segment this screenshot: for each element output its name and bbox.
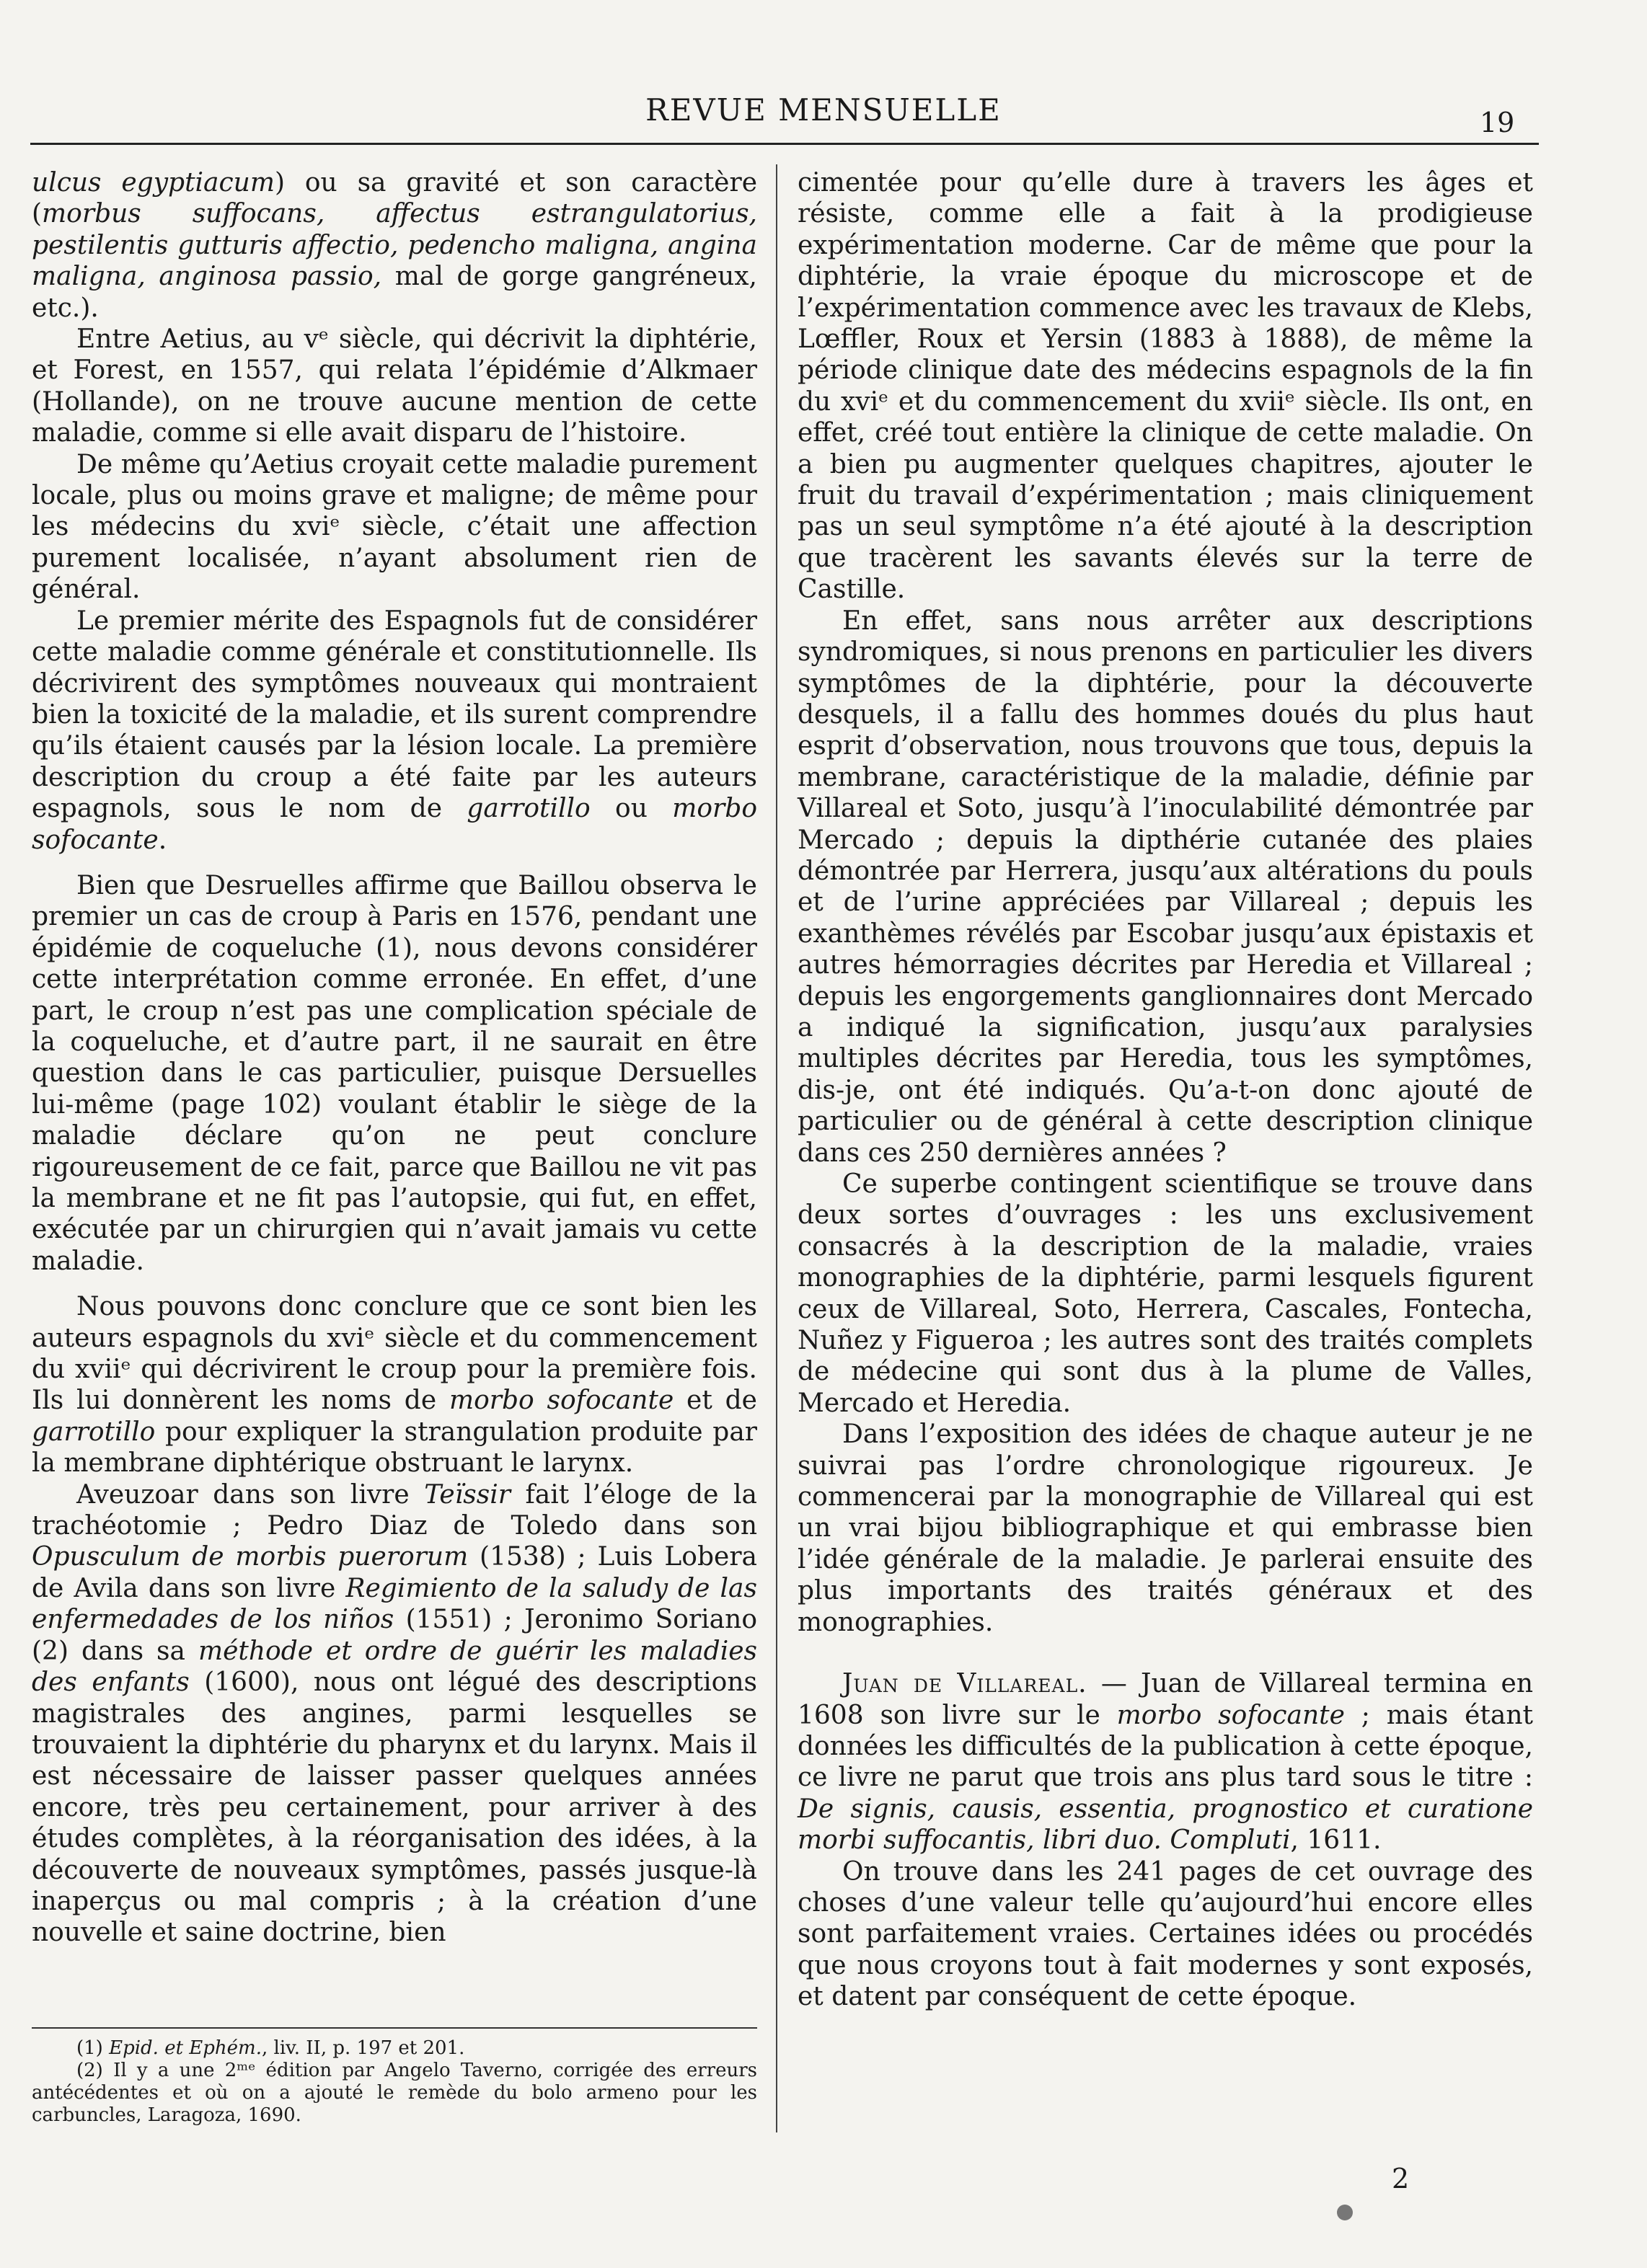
text-run: (1538) ; Luis Lobera de Avila dans son livre (32, 1542, 757, 1603)
footnote-rule (32, 2027, 757, 2029)
footnote-2: (2) Il y a une 2ᵐᵉ édition par Angelo Taverno, corrigée des erreurs antécédentes et où on a ajouté le remède du bolo armeno pour les carbuncles, Laragoza, 1690. (32, 2060, 757, 2126)
book-title: Regimiento de la saludy de las enfermedades de los niños (32, 1573, 757, 1635)
text-run: ou (590, 794, 673, 824)
paragraph: Bien que Desruelles affirme que Baillou observa le premier un cas de croup à Paris en 1576, pendant une épidémie de coqueluche (1), nous devons considérer cette interprétation comme erronée. En effet, d’une part, le croup n’est pas une complication spéciale de la coqueluche, et d’autre part, il ne saurait en être question dans le cas particulier, puisque Dersuelles lui-même (page 102) voulant établir le siège de la maladie déclare qu’on ne peut conclure rigoureusement de ce fait, parce que Baillou ne vit pas la membrane et ne fit pas l’autopsie, qui fut, en effet, exécutée par un chirurgien qui n’avait jamais vu cette maladie. (32, 870, 757, 1276)
book-title: Opusculum de morbis puerorum (32, 1542, 469, 1572)
spanish-term: garrotillo (467, 794, 591, 824)
spanish-term: morbo sofocante (449, 1386, 674, 1416)
paragraph (32, 1291, 757, 1479)
latin-term: ulcus egyptiacum (32, 168, 275, 198)
header-rule (30, 143, 1539, 145)
text-run: — Juan de Villareal termina en 1608 son livre sur le (798, 1669, 1533, 1730)
paragraph: cimentée pour qu’elle dure à travers les âges et résiste, comme elle a fait à la prodigieuse expérimentation moderne. Car de même que pour la diphtérie, la vraie époque du microscope et de l’expérimentation commence avec les travaux de Klebs, Lœffler, Roux et Yersin (1883 à 1888), de même la période clinique date des médecins espagnols de la fin du xviᵉ et du commencement du xviiᵉ siècle. Ils ont, en effet, créé tout entière la clinique de cette maladie. On a bien pu augmenter quelques chapitres, ajouter le fruit du travail d’expérimentation ; mais cliniquement pas un seul symptôme n’a été ajouté à la description que tracèrent les savants élevés sur la terre de Castille. (798, 168, 1533, 605)
text-run: , liv. II, p. 197 et 201. (261, 2037, 465, 2059)
text-run: . (158, 825, 167, 855)
section-paragraph (798, 1668, 1533, 1856)
text-run: ; mais étant données les difficultés de la publication à cette époque, ce livre ne parut que trois ans plus tard sous le titre : (798, 1700, 1534, 1793)
text-run: (1551) ; Jeronimo Soriano (2) dans sa (32, 1605, 757, 1666)
footnote-1 (32, 2037, 757, 2060)
text-run: ) ou sa gravité et son caractère ( (32, 168, 757, 229)
text-run: Nous pouvons donc conclure que ce sont bien les auteurs espagnols du xviᵉ siècle et du commencement du xviiᵉ qui décrivirent le croup pour la première fois. Ils lui donnèrent les noms de (32, 1292, 757, 1416)
spanish-term: morbo sofocante (32, 794, 757, 855)
page-number: 19 (1480, 107, 1515, 138)
text-run: (1600), nous ont légué des descriptions magistrales des angines, parmi lesquelles se trouvaient la diphtérie du pharynx et du larynx. Mais il est nécessaire de laisser passer quelques années encore, très peu certainement, pour arriver à des études complètes, à la réorganisation des idées, à la découverte de nouveaux symptômes, passés jusque-là inaperçus ou mal compris ; à la création d’une nouvelle et saine doctrine, bien (32, 1667, 757, 1948)
section-heading: Juan de Villareal. (842, 1669, 1087, 1699)
paragraph (32, 1479, 757, 1949)
running-title: REVUE MENSUELLE (645, 92, 1002, 128)
signature-mark: 2 (1392, 2163, 1410, 2194)
latin-terms: morbus suffocans, affectus estrangulatorius, pestilentis gutturis affectio, pedencho maligna, angina maligna, anginosa passio, (32, 199, 757, 292)
text-run: Le premier mérite des Espagnols fut de considérer cette maladie comme générale et constitutionnelle. Ils décrivirent des symptômes nouveaux qui montraient bien la toxicité de la maladie, et ils surent comprendre qu’ils étaient causés par la lésion locale. La première description du croup a été faite par les auteurs espagnols, sous le nom de (32, 606, 757, 824)
paragraph: De même qu’Aetius croyait cette maladie purement locale, plus ou moins grave et maligne; de même pour les médecins du xviᵉ siècle, c’était une affection purement localisée, n’ayant absolument rien de général. (32, 449, 757, 605)
text-run: et de (674, 1386, 757, 1416)
text-run: pour expliquer la strangulation produite par la membrane diphtérique obstruant le larynx. (32, 1417, 757, 1479)
text-run: fait l’éloge de la trachéotomie ; Pedro Diaz de Toledo dans son (32, 1479, 757, 1541)
paragraph (32, 167, 757, 324)
paragraph: Entre Aetius, au vᵉ siècle, qui décrivit la diphtérie, et Forest, en 1557, qui relata l’épidémie d’Alkmaer (Hollande), on ne trouve aucune mention de cette maladie, comme si elle avait disparu de l’histoire. (32, 324, 757, 448)
left-column (32, 167, 757, 1949)
footnote-marker: (1) (76, 2037, 110, 2059)
spanish-term: morbo sofocante (1116, 1700, 1345, 1730)
text-run: Aveuzoar dans son livre (76, 1479, 425, 1510)
column-divider (776, 164, 777, 2132)
paragraph: Dans l’exposition des idées de chaque auteur je ne suivrai pas l’ordre chronologique rigoureux. Je commencerai par la monographie de Villareal qui est un vrai bijou bibliographique et qui embrasse bien l’idée générale de la maladie. Je parlerai ensuite des plus importants des traités généraux et des monographies. (798, 1419, 1533, 1637)
text-run: , 1611. (1290, 1825, 1382, 1856)
paragraph: En effet, sans nous arrêter aux descriptions syndromiques, si nous prenons en particulier les divers symptômes de la diphtérie, pour la découverte desquels, il a fallu des hommes doués du plus haut esprit d’observation, nous trouvons que tous, depuis la membrane, caractéristique de la maladie, définie par Villareal et Soto, jusqu’à l’inoculabilité démontrée par Mercado ; depuis la dipthérie cutanée des plaies démontrée par Herrera, jusqu’aux altérations du pouls et de l’urine appréciées par Villareal ; depuis les exanthèmes révélés par Escobar jusqu’aux épistaxis et autres hémorragies décrites par Heredia et Villareal ; depuis les engorgements ganglionnaires dont Mercado a indiqué la signification, jusqu’aux paralysies multiples décrites par Heredia, tous les symptômes, dis-je, ont été indiqués. Qu’a-t-on donc ajouté de particulier ou de général à cette description clinique dans ces 250 dernières années ? (798, 606, 1533, 1168)
reference-title: Epid. et Ephém. (109, 2037, 262, 2059)
footnotes (32, 2037, 757, 2127)
text-run: mal de gorge gangréneux, etc.). (32, 262, 758, 323)
book-title: méthode et ordre de guérir les maladies des enfants (32, 1636, 757, 1698)
paragraph: On trouve dans les 241 pages de cet ouvrage des choses d’une valeur telle qu’aujourd’hui encore elles sont parfaitement vraies. Certaines idées ou procédés que nous croyons tout à fait modernes y sont exposés, et datent par conséquent de cette époque. (798, 1856, 1533, 2012)
ink-blot (1337, 2205, 1353, 2220)
book-title: Teïssir (424, 1479, 511, 1510)
spanish-term: garrotillo (32, 1417, 156, 1447)
right-column (798, 167, 1533, 2013)
book-title: De signis, causis, essentia, prognostico et curatione morbi suffocantis, libri duo. Compluti (798, 1794, 1533, 1856)
paragraph (32, 606, 757, 856)
paragraph: Ce superbe contingent scientifique se trouve dans deux sortes d’ouvrages : les uns exclusivement consacrés à la description de la maladie, vraies monographies de la diphtérie, parmi lesquels figurent ceux de Villareal, Soto, Herrera, Cascales, Fontecha, Nuñez y Figueroa ; les autres sont des traités complets de médecine qui sont dus à la plume de Valles, Mercado et Heredia. (798, 1169, 1533, 1418)
